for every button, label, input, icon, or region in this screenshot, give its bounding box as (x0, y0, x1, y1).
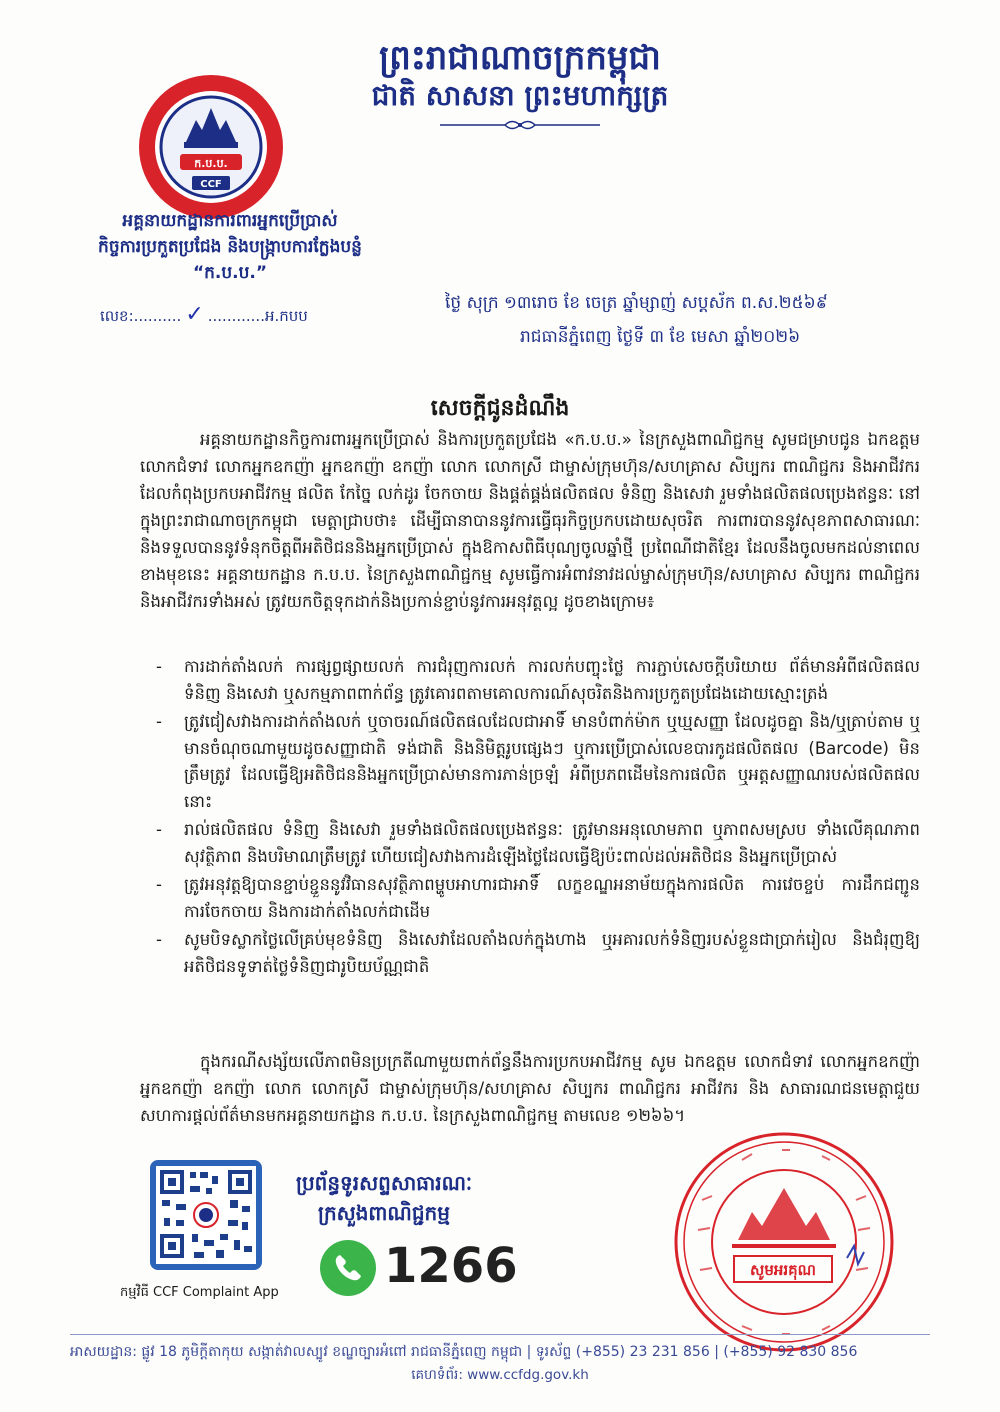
list-item: - ការដាក់តាំងលក់ ការផ្សព្វផ្សាយលក់ ការជំរុញការលក់ ការលក់បញ្ចុះថ្លៃ ការភ្ជាប់សេចក្តីបរិយាយ ព័ត៌មានអំពីផលិតផលទំនិញ និងសេវា ឬសកម្មភាពពាក់ព័ន្ធ ត្រូវគោរពតាមគោលការណ៍សុចរិតនិងការប្រកួតប្រជែងដោយស្មោះត្រង់ (150, 654, 920, 707)
hotline-title: ប្រព័ន្ធទូរសព្ទសាធារណៈ (296, 1171, 473, 1195)
closing-paragraph: ក្នុងករណីសង្ស័យលើភាពមិនប្រក្រតីណាមួយពាក់ព័ន្ធនឹងការប្រកបអាជីវកម្ម សូម ឯកឧត្តម លោកជំទាវ លោកអ្នកឧកញ៉ា អ្នកឧកញ៉ា ឧកញ៉ា លោក លោកស្រី ជាម្ចាស់ក្រុមហ៊ុន/សហគ្រាស សិប្បករ ពាណិជ្ជករ អាជីវករ និង សាធារណជនមេត្តាជួយសហការផ្តល់ព័ត៌មានមកអគ្គនាយកដ្ឋាន ក.ប.ប. នៃក្រសួងពាណិជ្ជកម្ម តាមលេខ ១២៦៦។ (140, 1052, 920, 1125)
footer-address: អាសយដ្ឋាន: ផ្លូវ 18 ភូមិក្តីតាកុយ សង្កាត់វាលស្បូវ ខណ្ឌច្បារអំពៅ រាជធានីភ្នំពេញ កម្ពុជា | ទូរស័ព្ទ (+855) 23 231 856 | (+855) 92 830 856 (70, 1344, 858, 1360)
list-item: - ត្រូវជៀសវាងការដាក់តាំងលក់ ឬចាចរណ៍ផលិតផលដែលជាអាទិ៍ មានបំពាក់ម៉ាក ឬឃ្មសញ្ញា ដែលដូចគ្នា និង/ឬត្រាប់តាម ឬមានចំណុចណាមួយដូចសញ្ញាជាតិ ទង់ជាតិ និងនិមិត្តរូបផ្សេងៗ ឬការប្រើប្រាស់លេខបារកូដផលិតផល (Barcode) មិនត្រឹមត្រូវ ដែលធ្វើឱ្យអតិថិជននិងអ្នកប្រើប្រាស់មានការភាន់ច្រឡំ អំពីប្រភពដើមនៃការផលិត ឬអត្តសញ្ញាណរបស់ផលិតផលនោះ (150, 709, 920, 815)
official-seal (672, 1130, 897, 1355)
qr-code[interactable] (150, 1160, 262, 1270)
logo-ccf-text: CCF (200, 179, 222, 190)
issuer-line-1: អគ្គនាយកដ្ឋានការពារអ្នកប្រើប្រាស់ (122, 211, 338, 231)
document-title: សេចក្តីជូនដំណឹង (430, 396, 570, 421)
footer-website[interactable]: គេហទំព័រ: www.ccfdg.gov.kh (411, 1367, 589, 1383)
logo-khmer-text: ក.ប.ប. (194, 157, 228, 170)
phone-icon (320, 1240, 376, 1296)
intro-paragraph: អគ្គនាយកដ្ឋានកិច្ចការពារអ្នកប្រើប្រាស់ និងការប្រកួតប្រជែង «ក.ប.ប.» នៃក្រសួងពាណិជ្ជកម្ម សូមជម្រាបជូន ឯកឧត្តម លោកជំទាវ លោកអ្នកឧកញ៉ា អ្នកឧកញ៉ា ឧកញ៉ា លោក លោកស្រី ជាម្ចាស់ក្រុមហ៊ុន/សហគ្រាស សិប្បករ ពាណិជ្ជករ និងអាជីវករ ដែលកំពុងប្រកបអាជីវកម្ម ផលិត កែច្នៃ លក់ដូរ ចែកចាយ និងផ្គត់ផ្គង់ផលិតផល ទំនិញ និងសេវា រួមទាំងផលិតផលប្រេងឥន្ធនៈ នៅក្នុងព្រះរាជាណាចក្រកម្ពុជា មេត្តាជ្រាបថា៖ ដើម្បីធានាបាននូវការធ្វើធុរកិច្ចប្រកបដោយសុចរិត ការពារបាននូវសុខភាពសាធារណៈ និងទទួលបាននូវទំនុកចិត្តពីអតិថិជននិងអ្នកប្រើប្រាស់ ក្នុងឱកាសពិធីបុណ្យចូលឆ្នាំថ្មី ប្រពៃណីជាតិខ្មែរ ដែលនឹងចូលមកដល់នាពេលខាងមុខនេះ អគ្គនាយកដ្ឋាន ក.ប.ប. នៃក្រសួងពាណិជ្ជកម្ម សូមធ្វើការអំពាវនាវដល់ម្ចាស់ក្រុមហ៊ុន/សហគ្រាស សិប្បករ ពាណិជ្ជករ និងអាជីវករទាំងអស់ ត្រូវយកចិត្តទុកដាក់និងប្រកាន់ខ្ជាប់នូវការអនុវត្តល្អ ដូចខាងក្រោម៖ (140, 430, 920, 611)
reference-suffix: ............អ.កបប (207, 307, 308, 325)
issuer-line-3: “ក.ប.ប.” (192, 263, 268, 283)
reference-number (100, 302, 308, 329)
checkmark-icon: ✓ (185, 302, 204, 327)
kingdom-title: ព្រះរាជាណាចក្រកម្ពុជា (379, 38, 661, 78)
lunar-date: ថ្ងៃ សុក្រ ១៣រោច ខែ ចេត្រ ឆ្នាំម្សាញ់ សប្តស័ក ព.ស.២៥៦៩ (445, 293, 828, 313)
list-item: - រាល់ផលិតផល ទំនិញ និងសេវា រួមទាំងផលិតផលប្រេងឥន្ធនៈ ត្រូវមានអនុលោមភាព ឬភាពសមស្រប ទាំងលើគុណភាព សុវត្ថិភាព និងបរិមាណត្រឹមត្រូវ ហើយជៀសវាងការដំឡើងថ្លៃដែលធ្វើឱ្យប៉ះពាល់ដល់អតិថិជន និងអ្នកប្រើប្រាស់ (150, 817, 920, 870)
complaint-app-label: កម្មវិធី CCF Complaint App (120, 1285, 279, 1300)
hotline-number[interactable]: 1266 (384, 1238, 518, 1294)
reference-prefix: លេខ:.......... (100, 307, 182, 325)
list-item: - សូមបិទស្លាកថ្លៃលើគ្រប់មុខទំនិញ និងសេវាដែលតាំងលក់ក្នុងហាង ឬអគារលក់ទំនិញរបស់ខ្លួនជាប្រាក់រៀល និងជំរុញឱ្យអតិថិជនទូទាត់ថ្លៃទំនិញជារូបិយប័ណ្ណជាតិ (150, 927, 920, 980)
ministry-name: ក្រសួងពាណិជ្ជកម្ម (318, 1201, 450, 1225)
seal-label: សូមអរគុណ (750, 1261, 816, 1279)
list-item: - ត្រូវអនុវត្តឱ្យបានខ្ជាប់ខ្ជួននូវវិធានសុវត្ថិភាពម្ហូបអាហារជាអាទិ៍ លក្ខខណ្ឌអនាម័យក្នុងការផលិត ការវេចខ្ចប់ ការដឹកជញ្ជូន ការចែកចាយ និងការដាក់តាំងលក់ជាដើម (150, 872, 920, 925)
guideline-list (150, 654, 920, 982)
national-motto: ជាតិ សាសនា ព្រះមហាក្សត្រ (371, 79, 669, 112)
issuer-line-2: កិច្ចការប្រកួតប្រជែង និងបង្ក្រាបការក្លែងបន្លំ (98, 237, 362, 257)
footer-divider (70, 1334, 930, 1335)
ccf-logo (136, 72, 286, 222)
solar-date: រាជធានីភ្នំពេញ ថ្ងៃទី ៣ ខែ មេសា ឆ្នាំ២០២៦ (520, 327, 801, 347)
ornament-divider (440, 118, 600, 132)
